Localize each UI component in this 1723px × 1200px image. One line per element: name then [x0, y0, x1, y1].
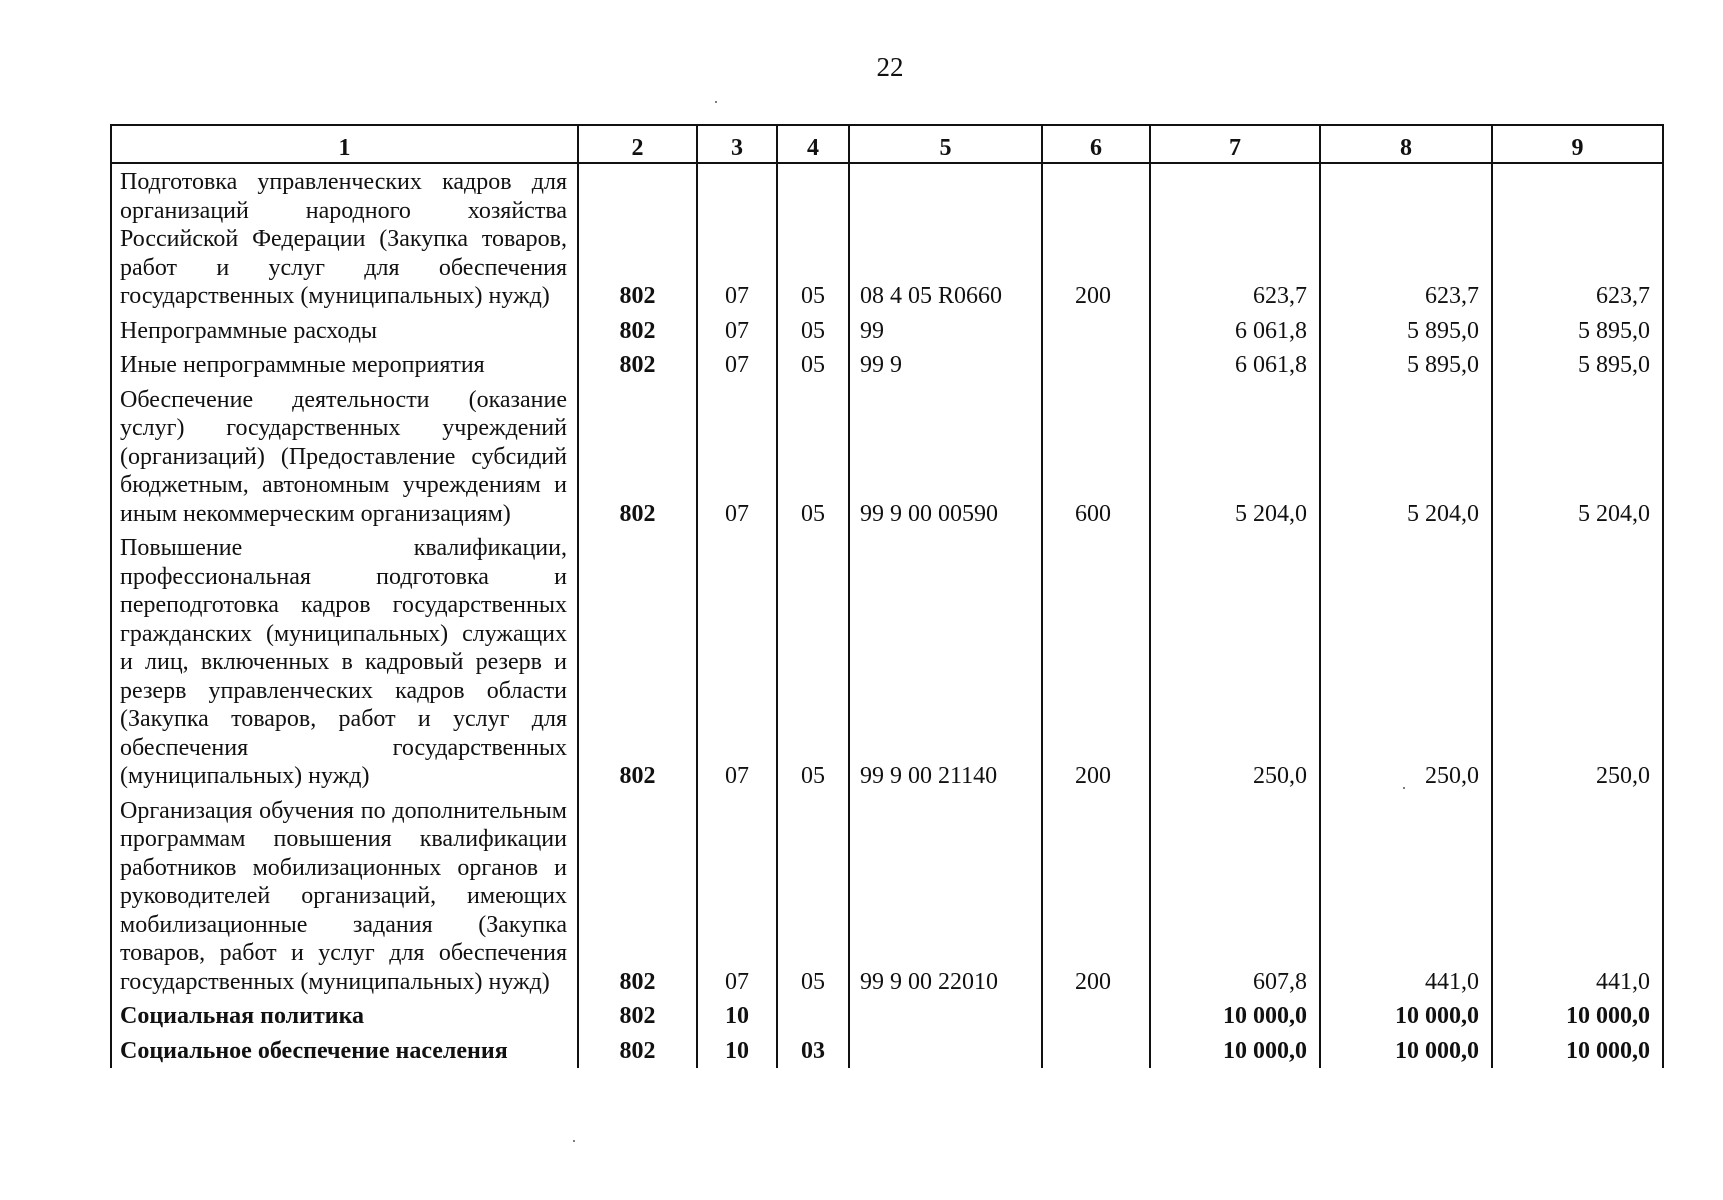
cell-subsection: 05 [777, 163, 849, 314]
cell-expense-type: 200 [1042, 794, 1150, 1000]
cell-value-9: 5 895,0 [1492, 314, 1663, 349]
cell-target-article [849, 999, 1042, 1034]
cell-value-8: 10 000,0 [1320, 999, 1492, 1034]
cell-target-article: 99 9 00 21140 [849, 531, 1042, 794]
cell-target-article [849, 1034, 1042, 1069]
cell-target-article: 99 9 [849, 348, 1042, 383]
cell-expense-type: 200 [1042, 163, 1150, 314]
cell-section: 07 [697, 163, 777, 314]
table-row [111, 383, 1663, 532]
cell-subsection: 05 [777, 531, 849, 794]
scan-speck [573, 1140, 575, 1142]
cell-target-article: 99 9 00 22010 [849, 794, 1042, 1000]
row-name: Иные непрограммные мероприятия [111, 348, 578, 383]
cell-value-9: 623,7 [1492, 163, 1663, 314]
column-header: 7 [1150, 125, 1320, 163]
column-header: 3 [697, 125, 777, 163]
cell-value-9: 10 000,0 [1492, 999, 1663, 1034]
column-header: 5 [849, 125, 1042, 163]
row-name: Организация обучения по дополнительным программам повышения квалификации работников мобилизационных органов и руководителей организаций, имеющих мобилизационные задания (Закупка товаров, работ и услуг для обеспечения государственных (муниципальных) нужд) [111, 794, 578, 1000]
cell-value-7: 250,0 [1150, 531, 1320, 794]
row-name: Повышение квалификации, профессиональная подготовка и переподготовка кадров государственных гражданских (муниципальных) служащих и лиц, включенных в кадровый резерв и резерв управленческих кадров области (Закупка товаров, работ и услуг для обеспечения государственных (муниципальных) нужд) [111, 531, 578, 794]
column-header: 2 [578, 125, 697, 163]
table-row [111, 794, 1663, 1000]
table-row [111, 348, 1663, 383]
cell-section: 07 [697, 314, 777, 349]
cell-value-8: 5 204,0 [1320, 383, 1492, 532]
cell-section: 07 [697, 794, 777, 1000]
header-row [111, 125, 1663, 163]
cell-value-7: 10 000,0 [1150, 999, 1320, 1034]
table-row [111, 999, 1663, 1034]
table-row [111, 531, 1663, 794]
row-name: Непрограммные расходы [111, 314, 578, 349]
table-row [111, 163, 1663, 314]
cell-value-7: 10 000,0 [1150, 1034, 1320, 1069]
cell-value-9: 5 204,0 [1492, 383, 1663, 532]
cell-section: 10 [697, 999, 777, 1034]
row-name: Социальное обеспечение населения [111, 1034, 578, 1069]
cell-code: 802 [578, 314, 697, 349]
cell-value-7: 5 204,0 [1150, 383, 1320, 532]
cell-code: 802 [578, 531, 697, 794]
cell-subsection: 03 [777, 1034, 849, 1069]
cell-value-8: 5 895,0 [1320, 314, 1492, 349]
cell-value-9: 250,0 [1492, 531, 1663, 794]
cell-expense-type: 200 [1042, 531, 1150, 794]
cell-section: 07 [697, 348, 777, 383]
cell-value-7: 6 061,8 [1150, 348, 1320, 383]
cell-value-9: 5 895,0 [1492, 348, 1663, 383]
cell-value-8: 623,7 [1320, 163, 1492, 314]
cell-section: 07 [697, 383, 777, 532]
cell-section: 10 [697, 1034, 777, 1069]
cell-value-8: 10 000,0 [1320, 1034, 1492, 1069]
cell-subsection: 05 [777, 383, 849, 532]
column-header: 8 [1320, 125, 1492, 163]
cell-value-7: 623,7 [1150, 163, 1320, 314]
cell-code: 802 [578, 794, 697, 1000]
cell-code: 802 [578, 383, 697, 532]
cell-value-9: 10 000,0 [1492, 1034, 1663, 1069]
column-header: 9 [1492, 125, 1663, 163]
cell-subsection: 05 [777, 314, 849, 349]
cell-expense-type: 600 [1042, 383, 1150, 532]
cell-value-7: 607,8 [1150, 794, 1320, 1000]
cell-code: 802 [578, 1034, 697, 1069]
cell-subsection: 05 [777, 794, 849, 1000]
cell-code: 802 [578, 163, 697, 314]
cell-expense-type [1042, 1034, 1150, 1069]
cell-code: 802 [578, 348, 697, 383]
cell-target-article: 08 4 05 R0660 [849, 163, 1042, 314]
column-header: 4 [777, 125, 849, 163]
row-name: Подготовка управленческих кадров для организаций народного хозяйства Российской Федерации (Закупка товаров, работ и услуг для обеспечения государственных (муниципальных) нужд) [111, 163, 578, 314]
row-name: Обеспечение деятельности (оказание услуг) государственных учреждений (организаций) (Предоставление субсидий бюджетным, автономным учреждениям и иным некоммерческим организациям) [111, 383, 578, 532]
table-row [111, 314, 1663, 349]
cell-value-8: 5 895,0 [1320, 348, 1492, 383]
cell-section: 07 [697, 531, 777, 794]
row-name: Социальная политика [111, 999, 578, 1034]
cell-expense-type [1042, 314, 1150, 349]
column-header: 6 [1042, 125, 1150, 163]
cell-subsection: 05 [777, 348, 849, 383]
cell-expense-type [1042, 999, 1150, 1034]
cell-expense-type [1042, 348, 1150, 383]
cell-value-8: 441,0 [1320, 794, 1492, 1000]
cell-subsection [777, 999, 849, 1034]
cell-value-9: 441,0 [1492, 794, 1663, 1000]
page-number: 22 [876, 52, 904, 82]
cell-target-article: 99 [849, 314, 1042, 349]
cell-value-8: 250,0 [1320, 531, 1492, 794]
cell-code: 802 [578, 999, 697, 1034]
table-row [111, 1034, 1663, 1069]
budget-table [110, 124, 1664, 1068]
column-header: 1 [111, 125, 578, 163]
scan-speck [715, 101, 717, 103]
cell-value-7: 6 061,8 [1150, 314, 1320, 349]
cell-target-article: 99 9 00 00590 [849, 383, 1042, 532]
